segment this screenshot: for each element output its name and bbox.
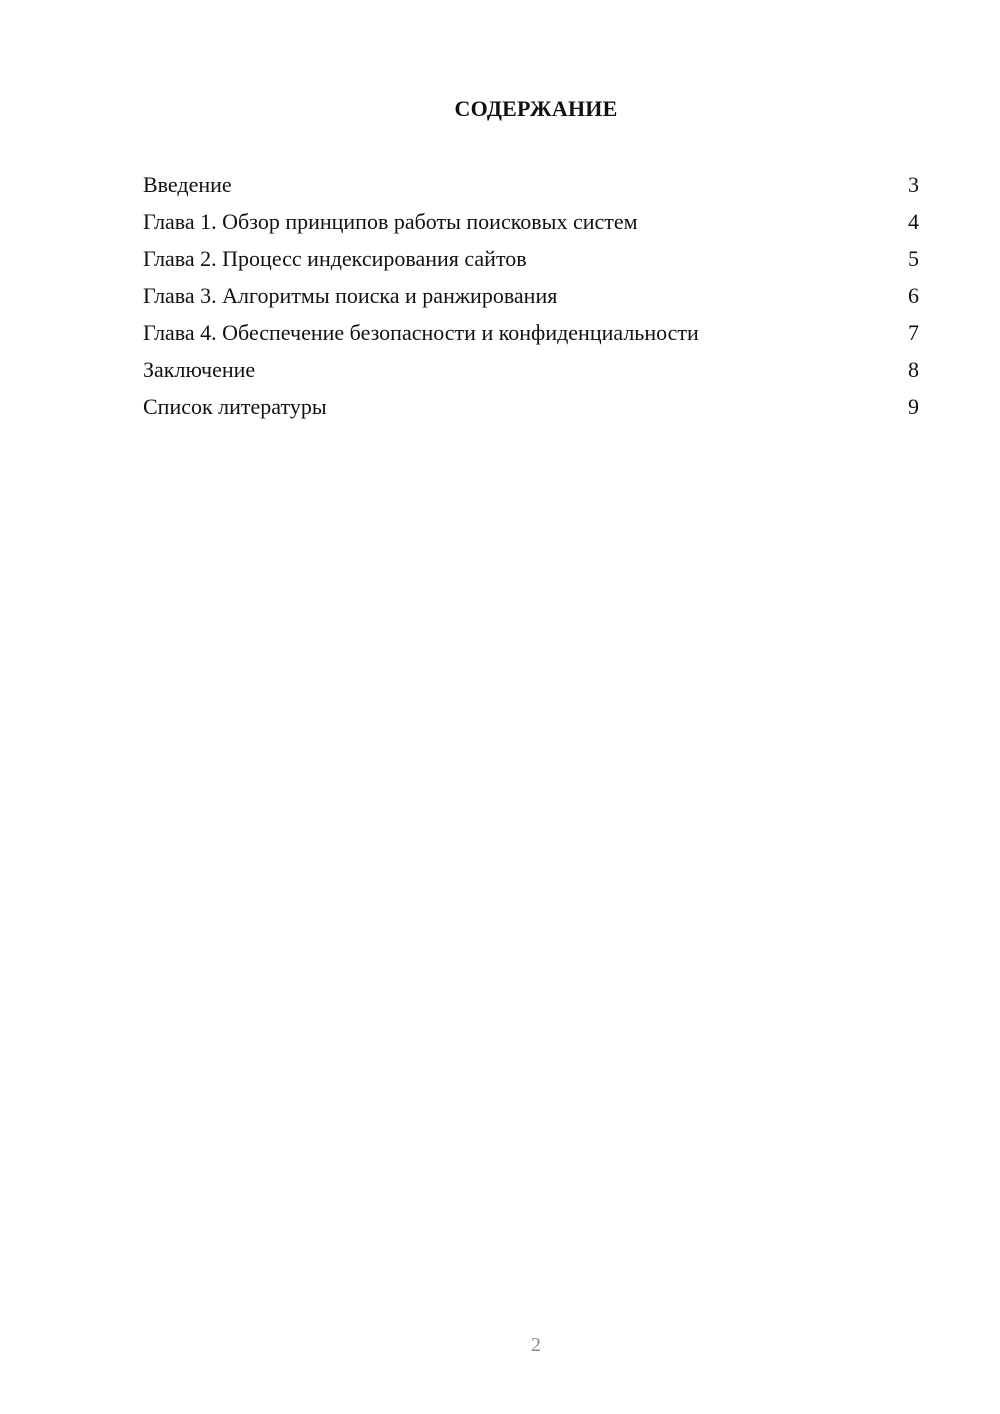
toc-entry-label: Глава 1. Обзор принципов работы поисковых систем	[143, 209, 638, 234]
toc-entry-label: Глава 4. Обеспечение безопасности и конфиденциальности	[143, 320, 699, 345]
toc-entry-page: 7	[908, 320, 919, 345]
table-of-contents	[143, 170, 919, 429]
toc-entry-page: 3	[908, 172, 919, 197]
toc-entry-page: 8	[908, 357, 919, 382]
page-number: 2	[531, 1334, 541, 1356]
toc-entry-label: Введение	[143, 172, 232, 197]
toc-entry-page: 9	[908, 394, 919, 419]
toc-entry-label: Список литературы	[143, 394, 327, 419]
toc-entry-chapter-4	[143, 318, 919, 355]
toc-entry-references	[143, 392, 919, 429]
toc-entry-chapter-2	[143, 244, 919, 281]
toc-entry-page: 5	[908, 246, 919, 271]
toc-entry-chapter-1	[143, 207, 919, 244]
toc-entry-label: Заключение	[143, 357, 256, 382]
toc-entry-introduction	[143, 170, 919, 207]
toc-entry-chapter-3	[143, 281, 919, 318]
toc-entry-conclusion	[143, 355, 919, 392]
toc-entry-page: 4	[908, 209, 919, 234]
toc-title: СОДЕРЖАНИЕ	[454, 96, 618, 121]
toc-entry-label: Глава 2. Процесс индексирования сайтов	[143, 246, 527, 271]
toc-entry-label: Глава 3. Алгоритмы поиска и ранжирования	[143, 283, 558, 308]
toc-entry-page: 6	[908, 283, 919, 308]
